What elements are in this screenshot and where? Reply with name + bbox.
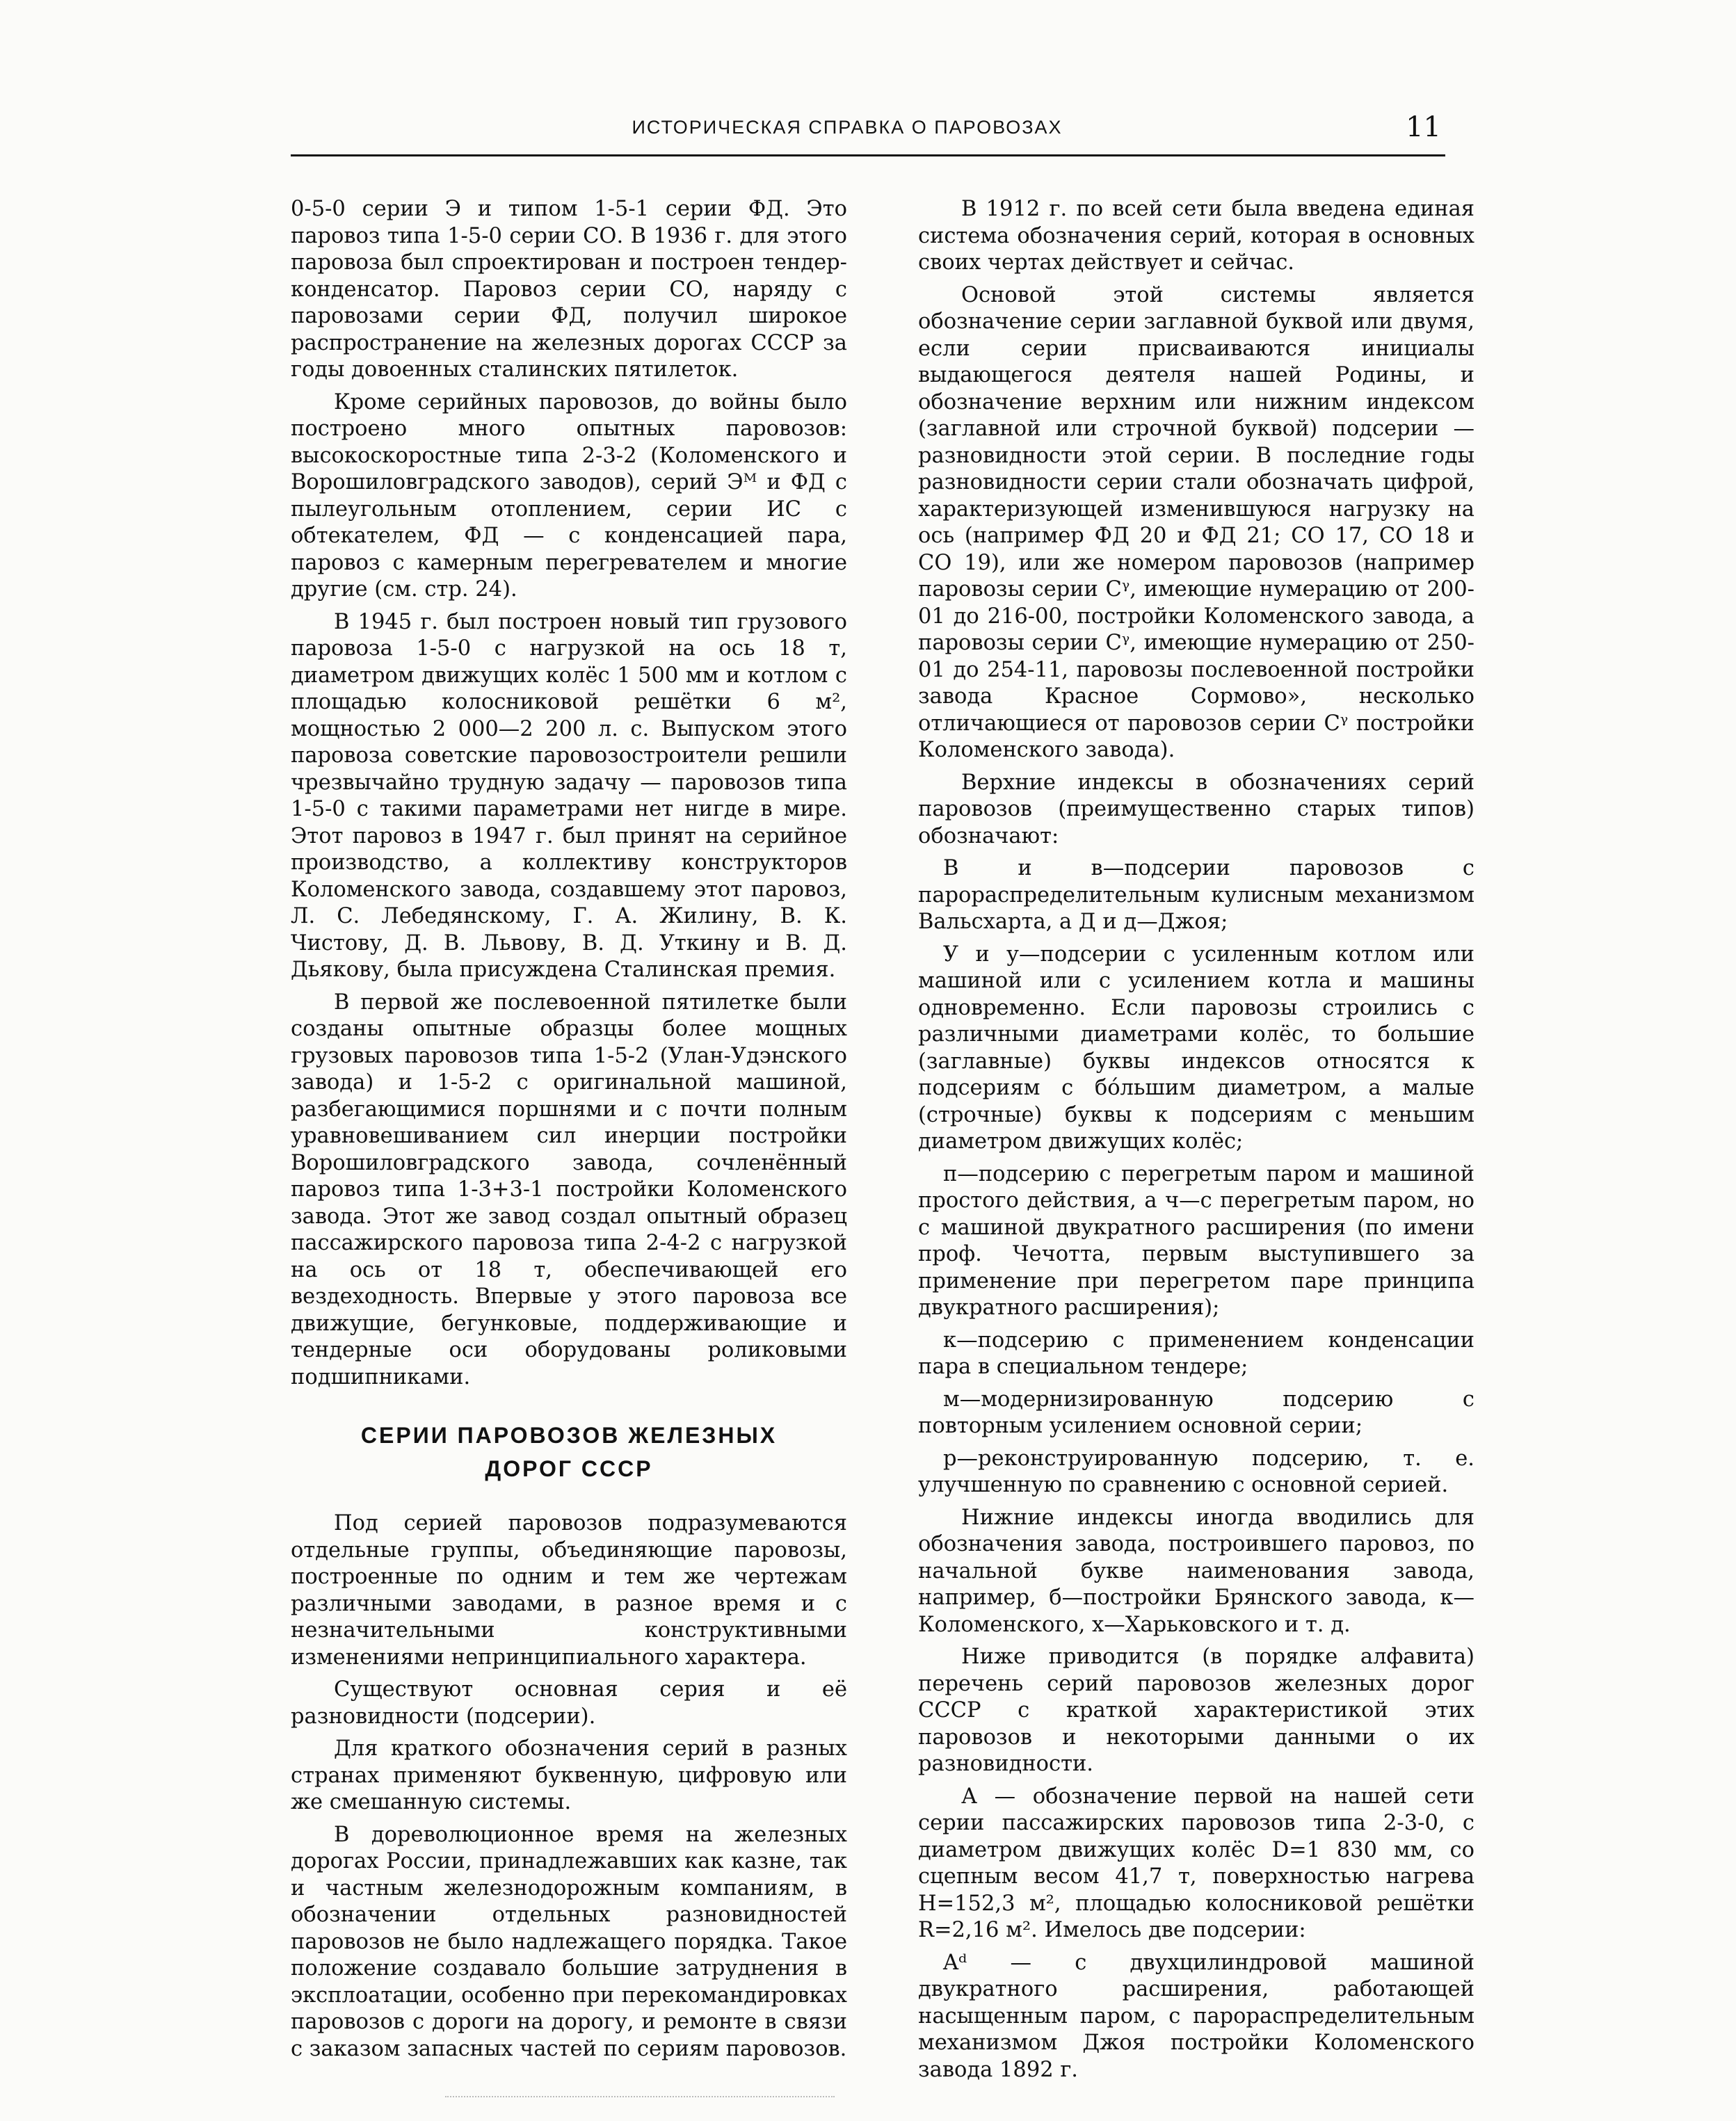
series-entry: А — обозначение первой на нашей сети серии пассажирских паровозов типа 2-3-0, с диаметром движущих колёс D=1 830 мм, со сцепным весом 41,7 т, поверхностью нагрева H=152,3 м², площадью колосниковой решётки R=2,16 м². Имелось две подсерии: bbox=[918, 1784, 1474, 1942]
paragraph: 0-5-0 серии Э и типом 1-5-1 серии ФД. Это паровоз типа 1-5-0 серии СО. В 1936 г. для этого паровоза был спроектирован и построен тендер-конденсатор. Паровоз серии СО, наряду с паровозами серии ФД, получил широкое распространение на железных дорогах СССР за годы довоенных сталинских пятилеток. bbox=[291, 197, 847, 382]
definition-item: к—подсерию с применением конденсации пара в специальном тендере; bbox=[918, 1328, 1474, 1379]
paragraph: Нижние индексы иногда вводились для обозначения завода, построившего паровоз, по начальной букве наименования завода, например, б—постройки Брянского завода, к—Коломенского, х—Харьковского и т. д. bbox=[918, 1505, 1474, 1637]
left-column bbox=[291, 196, 847, 2068]
paragraph: В первой же послевоенной пятилетке были созданы опытные образцы более мощных грузовых паровозов типа 1-5-2 (Улан-Удэнского завода) и 1-5-2 с оригинальной машиной, разбегающимися поршнями и с почти полным уравновешиванием сил инерции постройки Ворошиловградского завода, сочленённый паровоз типа 1-3+3-1 постройки Коломенского завода. Этот же завод создал опытный образец пассажирского паровоза типа 2-4-2 с нагрузкой на ось от 18 т, обеспечивающей его вездеходность. Впервые у этого паровоза все движущие, бегунковые, поддерживающие и тендерные оси оборудованы роликовыми подшипниками. bbox=[291, 990, 847, 1389]
scan-artifact-dots bbox=[445, 2096, 835, 2102]
definition-item: У и у—подсерии с усиленным котлом или машиной или с усилением котла и машины одновременно. Если паровозы строились с различными диаметрами колёс, то большие (заглавные) буквы индексов относятся к подсериям с бо́льшим диаметром, а малые (строчные) буквы к подсериям с меньшим диаметром движущих колёс; bbox=[918, 942, 1474, 1154]
paragraph: Существуют основная серия и её разновидности (подсерии). bbox=[291, 1677, 847, 1729]
paragraph: Верхние индексы в обозначениях серий паровозов (преимущественно старых типов) обозначают: bbox=[918, 770, 1474, 848]
paragraph: В дореволюционное время на железных дорогах России, принадлежавших как казне, так и частным железнодорожным компаниям, в обозначении отдельных разновидностей паровозов не было надлежащего порядка. Такое положение создавало большие затруднения в эксплоатации, особенно при перекомандировках паровозов с дороги на дорогу, и ремонте в связи с заказом запасных частей по сериям паровозов. bbox=[291, 1822, 847, 2061]
definition-item: м—модернизированную подсерию с повторным усилением основной серии; bbox=[918, 1387, 1474, 1438]
section-heading-line2: ДОРОГ СССР bbox=[485, 1456, 653, 1481]
paragraph: Ниже приводится (в порядке алфавита) перечень серий паровозов железных дорог СССР с краткой характеристикой этих паровозов и некоторыми данными о их разновидности. bbox=[918, 1645, 1474, 1776]
paragraph: Основой этой системы является обозначение серии заглавной буквой или двумя, если серии присваиваются инициалы выдающегося деятеля нашей Родины, и обозначение верхним или нижним индексом (заглавной или строчной буквой) подсерии — разновидности этой серии. В последние годы разновидности серии стали обозначать цифрой, характеризующей изменившуюся нагрузку на ось (например ФД 20 и ФД 21; СО 17, СО 18 и СО 19), или же номером паровозов (например паровозы серии Сᵞ, имеющие нумерацию от 200-01 до 216-00, постройки Коломенского завода, а паровозы серии Сᵞ, имеющие нумерацию от 250-01 до 254-11, паровозы послевоенной постройки завода Красное Сормово», несколько отличающиеся от паровозов серии Сᵞ постройки Коломенского завода). bbox=[918, 282, 1474, 762]
paragraph: Кроме серийных паровозов, до войны было построено много опытных паровозов: высокоскоростные типа 2-3-2 (Коломенского и Ворошиловградского заводов), серий Эᴹ и ФД с пылеугольным отоплением, серии ИС с обтекателем, ФД — с конденсацией пара, паровоз с камерным перегревателем и многие другие (см. стр. 24). bbox=[291, 389, 847, 602]
series-entry: Aᵈ — с двухцилиндровой машиной двукратного расширения, работающей насыщенным паром, с парораспределительным механизмом Джоя постройки Коломенского завода 1892 г. bbox=[918, 1950, 1474, 2082]
definition-item: п—подсерию с перегретым паром и машиной простого действия, а ч—с перегретым паром, но с машиной двукратного расширения (по имени проф. Чечотта, первым выступившего за применение при перегретом паре принципа двукратного расширения); bbox=[918, 1161, 1474, 1320]
paragraph: В 1945 г. был построен новый тип грузового паровоза 1-5-0 с нагрузкой на ось 18 т, диаметром движущих колёс 1 500 мм и котлом с площадью колосниковой решётки 6 м², мощностью 2 000—2 200 л. с. Выпуском этого паровоза советские паровозостроители решили чрезвычайно трудную задачу — паровозов типа 1-5-0 с такими параметрами нет нигде в мире. Этот паровоз в 1947 г. был принят на серийное производство, а коллективу конструкторов Коломенского завода, создавшему этот паровоз, Л. С. Лебедянскому, Г. А. Жилину, В. К. Чистову, Д. В. Львову, В. Д. Уткину и В. Д. Дьякову, была присуждена Сталинская премия. bbox=[291, 609, 847, 982]
paragraph: Для краткого обозначения серий в разных странах применяют буквенную, цифровую или же смешанную системы. bbox=[291, 1736, 847, 1814]
page-number: 11 bbox=[1406, 111, 1441, 143]
definition-item: В и в—подсерии паровозов с парораспределительным кулисным механизмом Вальсхарта, а Д и д—Джоя; bbox=[918, 856, 1474, 934]
running-title: ИСТОРИЧЕСКАЯ СПРАВКА О ПАРОВОЗАХ bbox=[632, 117, 1063, 138]
page-header bbox=[291, 111, 1445, 156]
paragraph: Под серией паровозов подразумеваются отдельные группы, объединяющие паровозы, построенные по одним и тем же чертежам различными заводами, в разное время и с незначительными конструктивными изменениями непринципиального характера. bbox=[291, 1511, 847, 1670]
right-column bbox=[918, 196, 1474, 2089]
definition-item: р—реконструированную подсерию, т. е. улучшенную по сравнению с основной серией. bbox=[918, 1446, 1474, 1497]
paragraph: В 1912 г. по всей сети была введена единая система обозначения серий, которая в основных своих чертах действует и сейчас. bbox=[918, 197, 1474, 275]
section-heading-line1: СЕРИИ ПАРОВОЗОВ ЖЕЛЕЗНЫХ bbox=[360, 1423, 778, 1448]
section-heading bbox=[291, 1419, 847, 1485]
